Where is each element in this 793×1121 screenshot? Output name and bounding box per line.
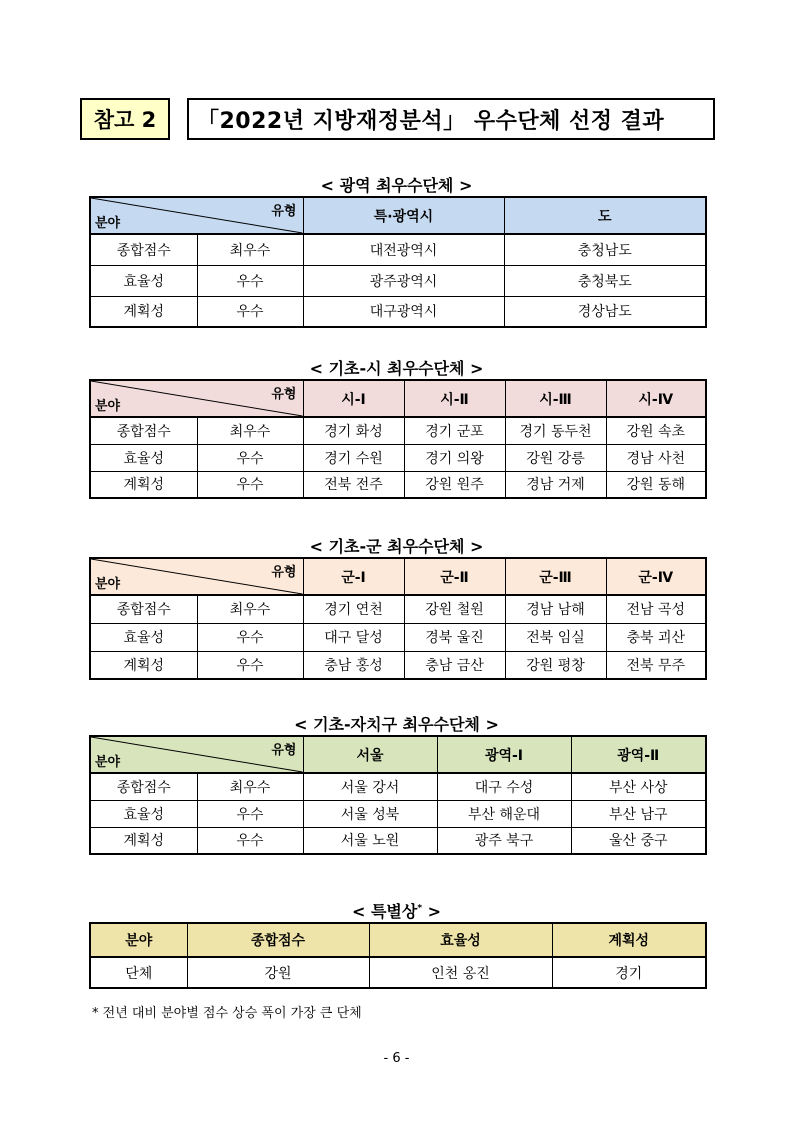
column-header: 도 <box>504 197 706 234</box>
table-cell: 울산 중구 <box>571 827 706 854</box>
table-cell: 강원 강릉 <box>505 444 606 471</box>
column-header: 계획성 <box>552 923 706 957</box>
table-city <box>89 379 707 499</box>
field-label: 분야 <box>95 755 121 770</box>
field-label: 분야 <box>95 399 121 414</box>
table-cell: 효율성 <box>90 800 197 827</box>
column-header: 서울 <box>303 736 437 773</box>
table-cell: 강원 속초 <box>606 417 706 444</box>
table-cell: 우수 <box>197 800 303 827</box>
column-header: 군-Ⅲ <box>505 558 606 595</box>
column-header: 시-Ⅲ <box>505 380 606 417</box>
table-cell: 최우수 <box>197 773 303 800</box>
table-cell: 충청북도 <box>504 265 706 296</box>
column-header: 군-Ⅰ <box>303 558 404 595</box>
table-row <box>90 296 706 327</box>
table-cell: 부산 사상 <box>571 773 706 800</box>
table-cell: 계획성 <box>90 827 197 854</box>
diagonal-header-cell <box>90 558 303 595</box>
page-number: - 6 - <box>383 1051 410 1066</box>
column-header: 광역-Ⅰ <box>437 736 571 773</box>
type-label: 유형 <box>271 743 297 758</box>
table-cell: 전북 전주 <box>303 471 404 498</box>
table-metro <box>89 196 707 328</box>
diagonal-header-cell <box>90 197 303 234</box>
table-cell: 전북 무주 <box>606 651 706 679</box>
table-cell: 최우수 <box>197 234 303 265</box>
column-header: 효율성 <box>369 923 552 957</box>
table-cell: 대전광역시 <box>303 234 504 265</box>
table-row <box>90 957 706 988</box>
section-title-city: < 기초-시 최우수단체 > <box>309 359 484 378</box>
footnote: * 전년 대비 분야별 점수 상승 폭이 가장 큰 단체 <box>92 1006 362 1021</box>
table-cell: 종합점수 <box>90 417 197 444</box>
table-cell: 우수 <box>197 471 303 498</box>
table-cell: 전남 곡성 <box>606 595 706 623</box>
special-title-end: > <box>422 902 442 921</box>
table-special <box>89 922 707 989</box>
table-cell: 우수 <box>197 651 303 679</box>
table-cell: 우수 <box>197 265 303 296</box>
table-row <box>90 265 706 296</box>
table-cell: 우수 <box>197 296 303 327</box>
table-cell: 우수 <box>197 827 303 854</box>
table-cell: 최우수 <box>197 595 303 623</box>
table-cell: 효율성 <box>90 623 197 651</box>
document-title: 「2022년 지방재정분석」 우수단체 선정 결과 <box>187 98 715 140</box>
footnote-mark: * <box>417 903 423 914</box>
section-title-special <box>0 899 793 922</box>
table-cell: 충남 홍성 <box>303 651 404 679</box>
table-cell: 경기 동두천 <box>505 417 606 444</box>
type-label: 유형 <box>271 565 297 580</box>
column-header: 군-Ⅱ <box>404 558 505 595</box>
table-cell: 종합점수 <box>90 595 197 623</box>
table-row <box>90 417 706 444</box>
column-header: 광역-Ⅱ <box>571 736 706 773</box>
table-cell: 강원 평창 <box>505 651 606 679</box>
table-cell: 충청남도 <box>504 234 706 265</box>
table-cell: 광주광역시 <box>303 265 504 296</box>
table-cell: 강원 철원 <box>404 595 505 623</box>
diagonal-header-cell <box>90 736 303 773</box>
table-cell: 최우수 <box>197 417 303 444</box>
table-cell: 우수 <box>197 444 303 471</box>
table-cell: 경기 의왕 <box>404 444 505 471</box>
special-title-text: < 특별상 <box>351 902 418 921</box>
table-cell: 경기 연천 <box>303 595 404 623</box>
column-header: 시-Ⅳ <box>606 380 706 417</box>
table-row <box>90 623 706 651</box>
table-county <box>89 557 707 680</box>
table-row <box>90 773 706 800</box>
table-cell: 충남 금산 <box>404 651 505 679</box>
type-label: 유형 <box>271 387 297 402</box>
column-header: 시-Ⅰ <box>303 380 404 417</box>
table-cell: 강원 <box>187 957 369 988</box>
field-label: 분야 <box>95 216 121 231</box>
table-cell: 경남 거제 <box>505 471 606 498</box>
section-title-district: < 기초-자치구 최우수단체 > <box>294 715 499 734</box>
table-cell: 계획성 <box>90 471 197 498</box>
table-cell: 경기 군포 <box>404 417 505 444</box>
table-cell: 서울 강서 <box>303 773 437 800</box>
table-cell: 경남 남해 <box>505 595 606 623</box>
table-district <box>89 735 707 855</box>
reference-label: 참고 2 <box>80 98 170 140</box>
column-header: 군-Ⅳ <box>606 558 706 595</box>
table-row <box>90 234 706 265</box>
table-cell: 서울 성북 <box>303 800 437 827</box>
table-cell: 계획성 <box>90 651 197 679</box>
table-cell: 경기 화성 <box>303 417 404 444</box>
table-cell: 종합점수 <box>90 234 197 265</box>
table-cell: 서울 노원 <box>303 827 437 854</box>
section-title-county: < 기초-군 최우수단체 > <box>309 537 484 556</box>
column-header: 종합점수 <box>187 923 369 957</box>
table-cell: 부산 남구 <box>571 800 706 827</box>
table-cell: 경기 <box>552 957 706 988</box>
table-cell: 효율성 <box>90 265 197 296</box>
table-row <box>90 595 706 623</box>
table-cell: 우수 <box>197 623 303 651</box>
table-cell: 종합점수 <box>90 773 197 800</box>
type-label: 유형 <box>271 204 297 219</box>
section-title-metro: < 광역 최우수단체 > <box>320 176 473 195</box>
table-cell: 대구 수성 <box>437 773 571 800</box>
table-cell: 경상남도 <box>504 296 706 327</box>
table-cell: 강원 원주 <box>404 471 505 498</box>
field-label: 분야 <box>95 577 121 592</box>
table-cell: 충북 괴산 <box>606 623 706 651</box>
table-cell: 인천 옹진 <box>369 957 552 988</box>
table-row <box>90 800 706 827</box>
table-cell: 단체 <box>90 957 187 988</box>
diagonal-header-cell <box>90 380 303 417</box>
table-cell: 전북 임실 <box>505 623 606 651</box>
table-row <box>90 651 706 679</box>
table-row <box>90 471 706 498</box>
column-header: 분야 <box>90 923 187 957</box>
table-cell: 효율성 <box>90 444 197 471</box>
column-header: 시-Ⅱ <box>404 380 505 417</box>
table-cell: 대구 달성 <box>303 623 404 651</box>
table-cell: 부산 해운대 <box>437 800 571 827</box>
table-cell: 경기 수원 <box>303 444 404 471</box>
table-row <box>90 444 706 471</box>
table-cell: 대구광역시 <box>303 296 504 327</box>
table-cell: 광주 북구 <box>437 827 571 854</box>
table-cell: 계획성 <box>90 296 197 327</box>
table-cell: 경북 울진 <box>404 623 505 651</box>
table-cell: 경남 사천 <box>606 444 706 471</box>
column-header: 특·광역시 <box>303 197 504 234</box>
table-row <box>90 827 706 854</box>
table-cell: 강원 동해 <box>606 471 706 498</box>
